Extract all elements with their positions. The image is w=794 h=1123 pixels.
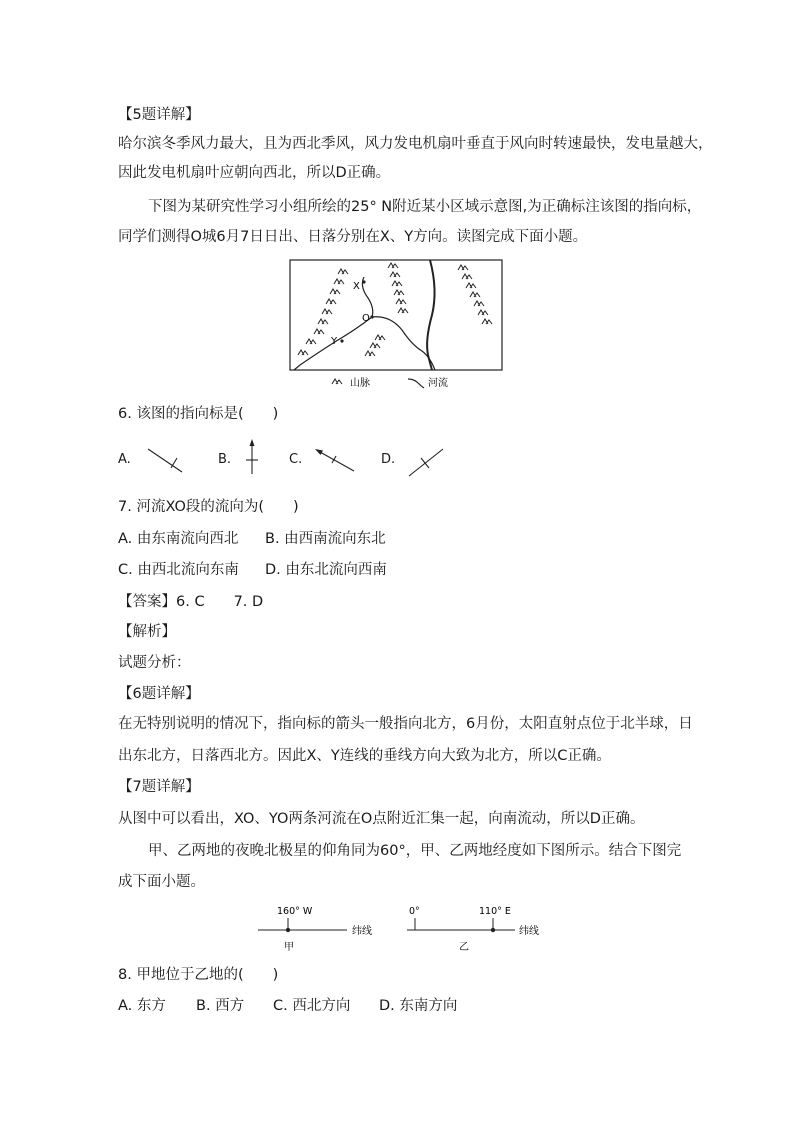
q6-detail-heading: 【6题详解】 (118, 686, 200, 702)
q7-stem: 7. 河流XO段的流向为( ) (118, 499, 299, 515)
q8-stem: 8. 甲地位于乙地的( ) (118, 967, 279, 983)
q6-stem: 6. 该图的指向标是( ) (118, 406, 279, 422)
q6-option-a-compass (144, 444, 186, 478)
q7-option-c: C. 由西北流向东南 (118, 562, 239, 578)
q6-option-a-label: A. (118, 452, 131, 467)
q6-option-b-label: B. (218, 452, 232, 467)
q6-option-d-compass (405, 446, 445, 478)
q7-detail-heading: 【7题详解】 (118, 779, 200, 795)
label-o: O (362, 313, 370, 324)
q6-option-d-label: D. (381, 452, 396, 467)
q8-option-b: B. 西方 (196, 998, 245, 1014)
legend-mountain-label: 山脉 (350, 378, 370, 389)
q6-detail-line2: 出东北方，日落西北方。因此X、Y连线的垂线方向大致为北方，所以C正确。 (118, 748, 611, 764)
intro2-line2: 成下面小题。 (118, 874, 205, 890)
intro1-line2: 同学们测得O城6月7日日出、日落分别在X、Y方向。读图完成下面小题。 (118, 229, 588, 245)
region-map-figure (280, 255, 515, 395)
place-jia: 甲 (284, 942, 294, 953)
q6-option-c-compass (312, 448, 358, 474)
left-line-label: 纬线 (352, 926, 372, 937)
legend-river-label: 河流 (428, 378, 448, 389)
answer-line: 【答案】6. C 7. D (118, 594, 264, 610)
longitude-figure (255, 900, 545, 960)
right-line-label: 纬线 (519, 926, 539, 937)
lon-right-label: 110° E (479, 906, 511, 917)
q8-option-a: A. 东方 (118, 998, 166, 1014)
q7-detail-line1: 从图中可以看出，XO、YO两条河流在O点附近汇集一起，向南流动，所以D正确。 (118, 811, 645, 827)
river-east (427, 260, 434, 370)
q8-option-c: C. 西北方向 (273, 998, 351, 1014)
q5-body-line2: 因此发电机扇叶应朝向西北，所以D正确。 (118, 165, 391, 181)
q6-detail-line1: 在无特别说明的情况下，指向标的箭头一般指向北方，6月份，太阳直射点位于北半球，日 (118, 716, 693, 732)
q5-body-line1: 哈尔滨冬季风力最大，且为西北季风，风力发电机扇叶垂直于风向时转速最快，发电量越大， (118, 136, 713, 152)
lon-right-zero-label: 0° (409, 906, 420, 917)
intro1-line1: 下图为某研究性学习小组所绘的25° N附近某小区域示意图,为正确标注该图的指向标， (148, 199, 702, 215)
analysis-sub: 试题分析： (118, 655, 191, 671)
analysis-heading: 【解析】 (118, 624, 176, 640)
q8-option-d: D. 东南方向 (379, 998, 458, 1014)
q5-heading: 【5题详解】 (118, 107, 200, 123)
river-main (372, 317, 435, 370)
label-y: Y (331, 336, 338, 347)
lon-left-label: 160° W (277, 906, 313, 917)
q6-option-c-label: C. (289, 452, 303, 467)
label-x: X (353, 281, 360, 292)
place-yi: 乙 (459, 942, 469, 953)
intro2-line1: 甲、乙两地的夜晚北极星的仰角同为60°，甲、乙两地经度如下图所示。结合下图完 (148, 843, 682, 859)
q7-option-a: A. 由东南流向西北 (118, 531, 239, 547)
q7-option-d: D. 由东北流向西南 (265, 562, 387, 578)
q7-option-b: B. 由西南流向东北 (265, 531, 386, 547)
q6-option-b-compass (242, 438, 262, 476)
